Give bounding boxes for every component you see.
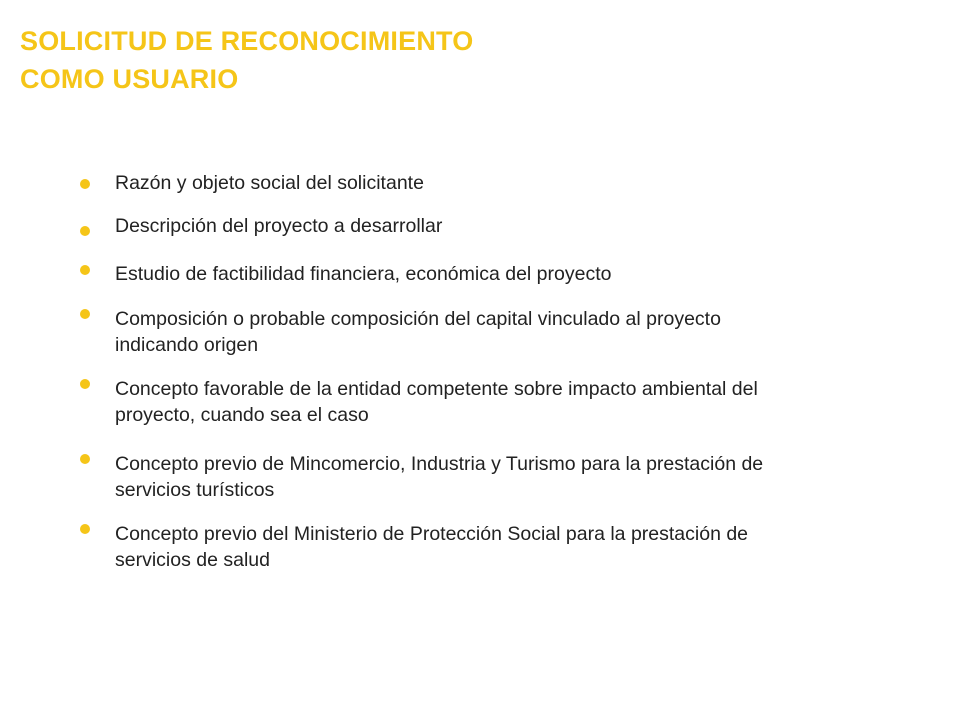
list-item-text: Concepto favorable de la entidad competente sobre impacto ambiental del proyecto, cuando sea el caso xyxy=(115,378,758,426)
slide-title-line-2: COMO USUARIO xyxy=(20,64,239,94)
bullet-dot-icon xyxy=(80,379,90,389)
list-item-text: Descripción del proyecto a desarrollar xyxy=(115,215,443,237)
bullet-dot-icon xyxy=(80,226,90,236)
list-item-text: Concepto previo del Ministerio de Protección Social para la prestación de servicios de salud xyxy=(115,523,749,571)
list-item-text: Composición o probable composición del capital vinculado al proyecto indicando origen xyxy=(115,308,721,356)
bullet-dot-icon xyxy=(80,265,90,275)
bullet-dot-icon xyxy=(80,179,90,189)
list-item-text: Razón y objeto social del solicitante xyxy=(115,172,424,194)
slide-title-line-1: SOLICITUD DE RECONOCIMIENTO xyxy=(20,26,474,56)
list-item-text: Estudio de factibilidad financiera, económica del proyecto xyxy=(115,263,612,285)
bullet-dot-icon xyxy=(80,454,90,464)
bullet-dot-icon xyxy=(80,524,90,534)
list-item-text: Concepto previo de Mincomercio, Industria y Turismo para la prestación de servicios turísticos xyxy=(115,453,764,501)
bullet-dot-icon xyxy=(80,309,90,319)
